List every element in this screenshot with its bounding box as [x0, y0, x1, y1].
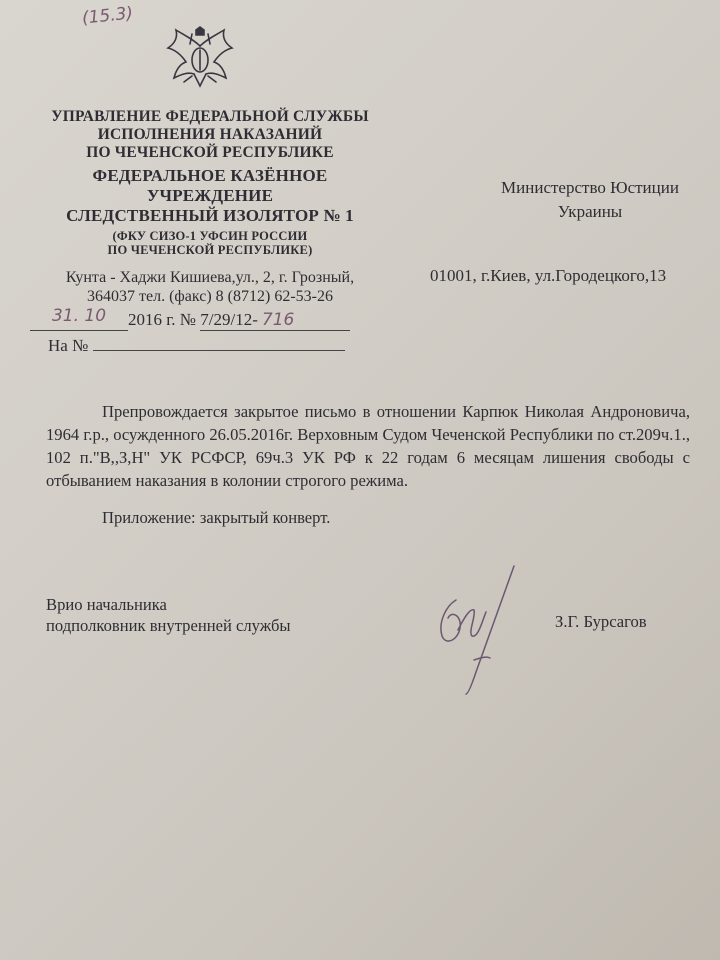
- handwritten-number: 716: [261, 310, 295, 330]
- margin-note: (15.3): [81, 3, 135, 29]
- institution-name: [40, 166, 380, 226]
- position-line: Врио начальника: [46, 595, 167, 614]
- recipient-line: Украины: [557, 202, 623, 221]
- institution-line: ФЕДЕРАЛЬНОЕ КАЗЁННОЕ: [92, 166, 328, 185]
- abbreviation-line: (ФКУ СИЗО-1 УФСИН РОССИИ: [112, 229, 308, 243]
- year-label: 2016 г. №: [128, 310, 197, 329]
- number-field: [200, 310, 350, 331]
- department-line: УПРАВЛЕНИЕ ФЕДЕРАЛЬНОЙ СЛУЖБЫ: [51, 108, 369, 125]
- outgoing-reference: [30, 306, 350, 331]
- recipient-name: [470, 176, 710, 224]
- printed-number: 7/29/12-: [200, 310, 258, 329]
- recipient-address: 01001, г.Киев, ул.Городецкого,13: [430, 266, 667, 285]
- sender-address: [40, 268, 380, 306]
- attachment-note: Приложение: закрытый конверт.: [102, 508, 331, 527]
- sender-address-line: Кунта - Хаджи Кишиева,ул., 2, г. Грозный,: [65, 269, 355, 286]
- institution-line: УЧРЕЖДЕНИЕ: [146, 186, 274, 205]
- signatory-position: [46, 594, 291, 636]
- department-line: ИСПОЛНЕНИЯ НАКАЗАНИЙ: [97, 126, 323, 143]
- department-line: ПО ЧЕЧЕНСКОЙ РЕСПУБЛИКЕ: [86, 144, 334, 161]
- signatory-name: З.Г. Бурсагов: [555, 612, 647, 631]
- handwritten-date: 31. 10: [51, 306, 107, 326]
- recipient-line: Министерство Юстиции: [501, 178, 679, 197]
- handwritten-signature: [428, 560, 528, 700]
- date-field: [30, 306, 128, 331]
- incoming-reference: [48, 336, 345, 356]
- abbreviation-line: ПО ЧЕЧЕНСКОЙ РЕСПУБЛИКЕ): [107, 243, 313, 257]
- incoming-number-blank: [93, 336, 345, 351]
- na-label: На №: [48, 336, 89, 355]
- letter-body: Препровождается закрытое письмо в отношении Карпюк Николая Андроновича, 1964 г.р., осужденного 26.05.2016г. Верховным Судом Чеченской Республики по ст.209ч.1., 102 п."В,,З,Н" УК РСФСР, 69ч.3 УК РФ к 22 годам 6 месяцам лишения свободы с отбыванием наказания в колонии строгого режима.: [46, 402, 690, 490]
- double-headed-eagle-emblem: [164, 26, 236, 92]
- sender-address-line: 364037 тел. (факс) 8 (8712) 62-53-26: [87, 288, 333, 305]
- institution-line: СЛЕДСТВЕННЫЙ ИЗОЛЯТОР № 1: [66, 206, 354, 225]
- institution-abbreviation: [40, 229, 380, 257]
- position-line: подполковник внутренней службы: [46, 616, 291, 635]
- department-name: [40, 108, 380, 162]
